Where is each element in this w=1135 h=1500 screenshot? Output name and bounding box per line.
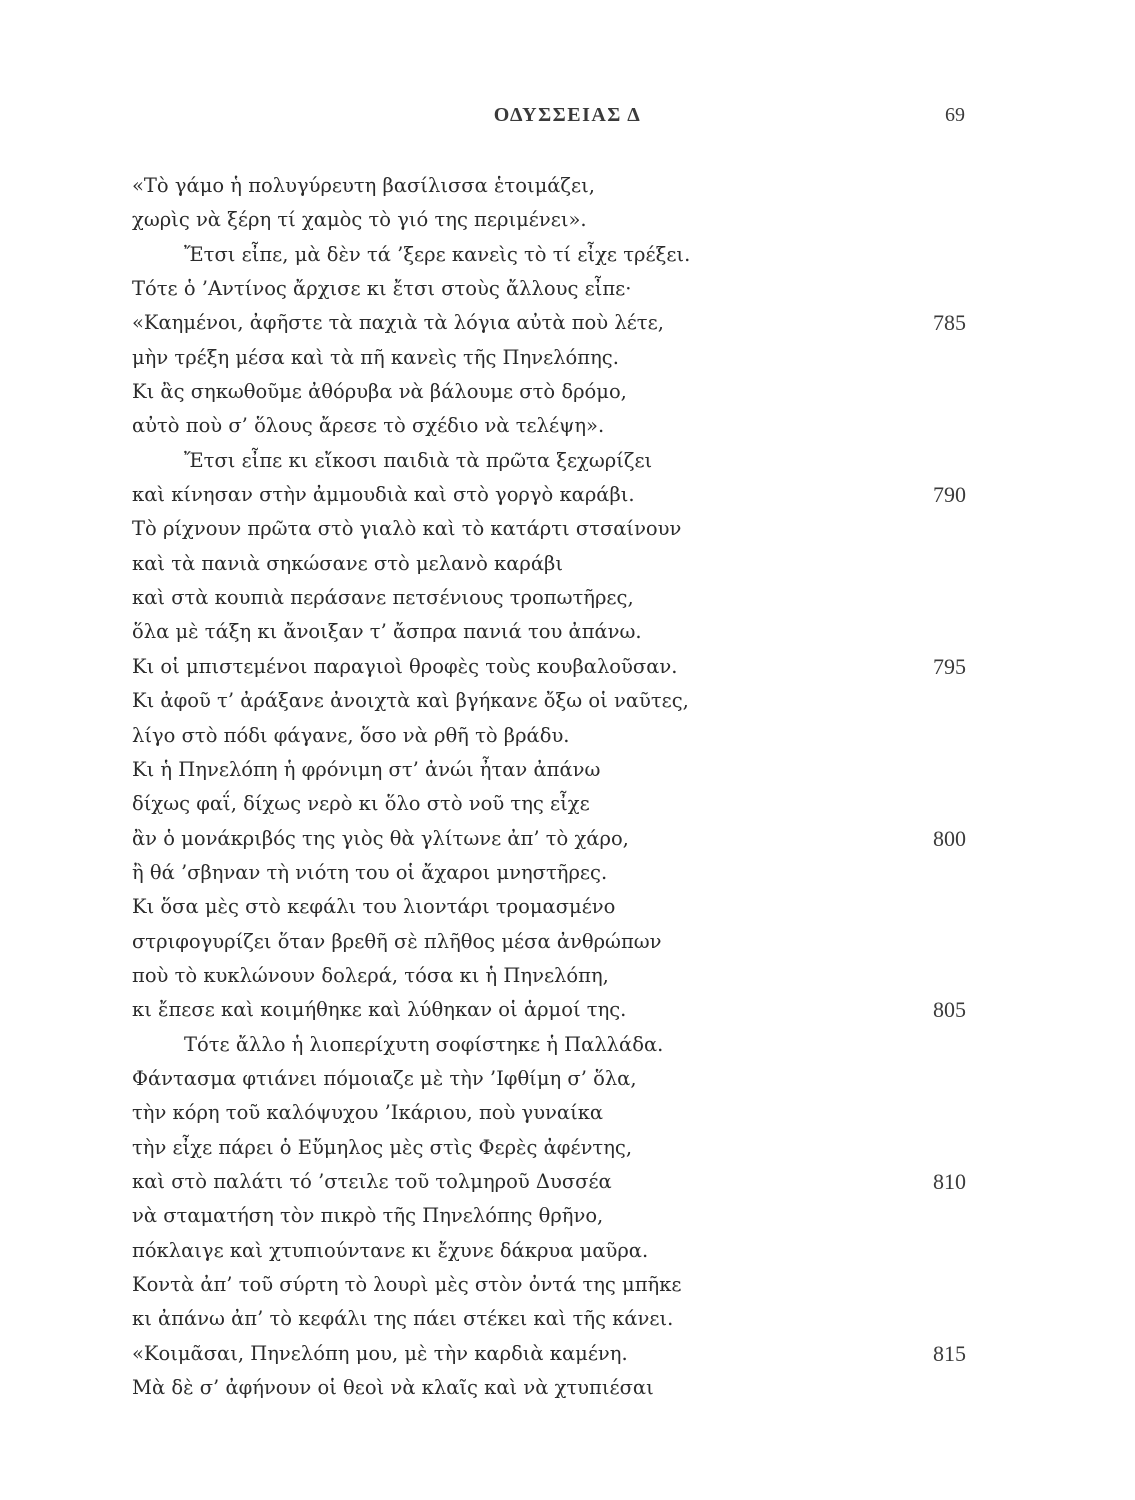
verse-line — [132, 925, 972, 959]
verse-line — [132, 993, 972, 1027]
line-number: 790 — [933, 482, 966, 508]
verse-text: κι ἔπεσε καὶ κοιμήθηκε καὶ λύθηκαν οἱ ἁρμοί της. — [132, 998, 627, 1022]
verse-text: ἢ θά ’σβηναν τὴ νιότη του οἱ ἄχαροι μνηστῆρες. — [132, 860, 608, 884]
verse-line — [132, 753, 972, 787]
verse-line — [132, 169, 972, 203]
verse-line — [132, 444, 972, 478]
verse-line — [132, 1234, 972, 1268]
verse-line — [132, 1371, 972, 1405]
verse-text: Τότε ἄλλο ἡ λιοπερίχυτη σοφίστηκε ἡ Παλλάδα. — [184, 1032, 664, 1056]
verse-line — [132, 1302, 972, 1336]
verse-line — [132, 719, 972, 753]
verse-line — [132, 1096, 972, 1130]
verse-line — [132, 684, 972, 718]
verse-text: πόκλαιγε καὶ χτυπιούντανε κι ἔχυνε δάκρυα μαῦρα. — [132, 1238, 649, 1262]
verse-line — [132, 203, 972, 237]
verse-line — [132, 1199, 972, 1233]
verse-text: μὴν τρέξη μέσα καὶ τὰ πῆ κανεὶς τῆς Πηνελόπης. — [132, 345, 619, 369]
verse-text: Ἔτσι εἶπε, μὰ δὲν τά ’ξερε κανεὶς τὸ τί εἶχε τρέξει. — [184, 242, 691, 266]
verse-text: Ἔτσι εἶπε κι εἴκοσι παιδιὰ τὰ πρῶτα ξεχωρίζει — [184, 448, 653, 472]
verse-line — [132, 615, 972, 649]
verse-text: δίχως φαΐ, δίχως νερὸ κι ὅλο στὸ νοῦ της εἶχε — [132, 792, 590, 816]
verse-text: καὶ κίνησαν στὴν ἀμμουδιὰ καὶ στὸ γοργὸ καράβι. — [132, 483, 635, 507]
line-number: 805 — [933, 997, 966, 1023]
verse-line — [132, 1337, 972, 1371]
verse-text: τὴν εἶχε πάρει ὁ Εὔμηλος μὲς στὶς Φερὲς ἀφέντης, — [132, 1135, 633, 1159]
verse-line — [132, 238, 972, 272]
verse-line — [132, 409, 972, 443]
verse-text: «Καημένοι, ἀφῆστε τὰ παχιὰ τὰ λόγια αὐτὰ ποὺ λέτε, — [132, 311, 664, 335]
line-number: 785 — [933, 310, 966, 336]
verse-text: αὐτὸ ποὺ σ’ ὅλους ἄρεσε τὸ σχέδιο νὰ τελέψη». — [132, 414, 605, 438]
verse-line — [132, 478, 972, 512]
verse-text: Κι ἡ Πηνελόπη ἡ φρόνιμη στ’ ἀνώι ἦταν ἀπάνω — [132, 757, 601, 781]
line-number: 795 — [933, 653, 966, 679]
verse-line — [132, 375, 972, 409]
verse-text: Κι οἱ μπιστεμένοι παραγιοὶ θροφὲς τοὺς κουβαλοῦσαν. — [132, 654, 678, 678]
verse-line — [132, 856, 972, 890]
verse-text: ἂν ὁ μονάκριβός της γιὸς θὰ γλίτωνε ἀπ’ τὸ χάρο, — [132, 826, 629, 850]
verse-text: ποὺ τὸ κυκλώνουν δολερά, τόσα κι ἡ Πηνελόπη, — [132, 963, 609, 987]
running-title: ΟΔΥΣΣΕΙΑΣ Δ — [493, 104, 642, 126]
verse-text: Φάντασμα φτιάνει πόμοιαζε μὲ τὴν ’Ιφθίμη σ’ ὅλα, — [132, 1066, 637, 1090]
page-number: 69 — [945, 104, 965, 126]
verse-text: τὴν κόρη τοῦ καλόψυχου ’Ικάριου, ποὺ γυναίκα — [132, 1101, 604, 1125]
verse-text: ὅλα μὲ τάξη κι ἄνοιξαν τ’ ἄσπρα πανιά του ἀπάνω. — [132, 620, 642, 644]
verse-text: Τότε ὁ ’Αντίνος ἄρχισε κι ἔτσι στοὺς ἄλλους εἶπε· — [132, 277, 632, 301]
verse-line — [132, 890, 972, 924]
verse-block — [132, 169, 972, 1405]
verse-text: Μὰ δὲ σ’ ἀφήνουν οἱ θεοὶ νὰ κλαῖς καὶ νὰ χτυπιέσαι — [132, 1376, 654, 1400]
line-number: 810 — [933, 1168, 966, 1194]
verse-text: «Τὸ γάμο ἡ πολυγύρευτη βασίλισσα ἑτοιμάζει, — [132, 174, 595, 197]
verse-text: κι ἀπάνω ἀπ’ τὸ κεφάλι της πάει στέκει καὶ τῆς κάνει. — [132, 1307, 674, 1331]
verse-text: χωρὶς νὰ ξέρη τί χαμὸς τὸ γιό της περιμένει». — [132, 208, 587, 232]
verse-text: Τὸ ρίχνουν πρῶτα στὸ γιαλὸ καὶ τὸ κατάρτι στσαίνουν — [132, 517, 682, 541]
verse-text: καὶ τὰ πανιὰ σηκώσανε στὸ μελανὸ καράβι — [132, 551, 563, 575]
verse-line — [132, 547, 972, 581]
verse-line — [132, 822, 972, 856]
verse-line — [132, 1268, 972, 1302]
verse-text: Κι ὅσα μὲς στὸ κεφάλι του λιοντάρι τρομασμένο — [132, 895, 616, 919]
verse-line — [132, 341, 972, 375]
line-number: 815 — [933, 1340, 966, 1366]
verse-line — [132, 1165, 972, 1199]
verse-text: νὰ σταματήση τὸν πικρὸ τῆς Πηνελόπης θρῆνο, — [132, 1204, 604, 1228]
verse-line — [132, 272, 972, 306]
verse-line — [132, 512, 972, 546]
verse-text: Κι ἀφοῦ τ’ ἀράξανε ἀνοιχτὰ καὶ βγήκανε ὄξω οἱ ναῦτες, — [132, 689, 689, 713]
verse-line — [132, 1028, 972, 1062]
line-number: 800 — [933, 825, 966, 851]
verse-line — [132, 959, 972, 993]
verse-text: καὶ στὰ κουπιὰ περάσανε πετσένιους τροπωτῆρες, — [132, 586, 634, 610]
verse-text: λίγο στὸ πόδι φάγανε, ὅσο νὰ ρθῆ τὸ βράδυ. — [132, 723, 570, 747]
verse-line — [132, 306, 972, 340]
verse-line — [132, 787, 972, 821]
verse-line — [132, 650, 972, 684]
verse-text: Κι ἂς σηκωθοῦμε ἀθόρυβα νὰ βάλουμε στὸ δρόμο, — [132, 380, 627, 404]
verse-text: στριφογυρίζει ὅταν βρεθῆ σὲ πλῆθος μέσα ἀνθρώπων — [132, 929, 662, 953]
verse-text: «Κοιμᾶσαι, Πηνελόπη μου, μὲ τὴν καρδιὰ καμένη. — [132, 1341, 628, 1365]
verse-text: καὶ στὸ παλάτι τό ’στειλε τοῦ τολμηροῦ Δυσσέα — [132, 1169, 612, 1193]
verse-line — [132, 581, 972, 615]
verse-line — [132, 1131, 972, 1165]
verse-text: Κοντὰ ἀπ’ τοῦ σύρτη τὸ λουρὶ μὲς στὸν ὀντά της μπῆκε — [132, 1273, 682, 1296]
verse-line — [132, 1062, 972, 1096]
